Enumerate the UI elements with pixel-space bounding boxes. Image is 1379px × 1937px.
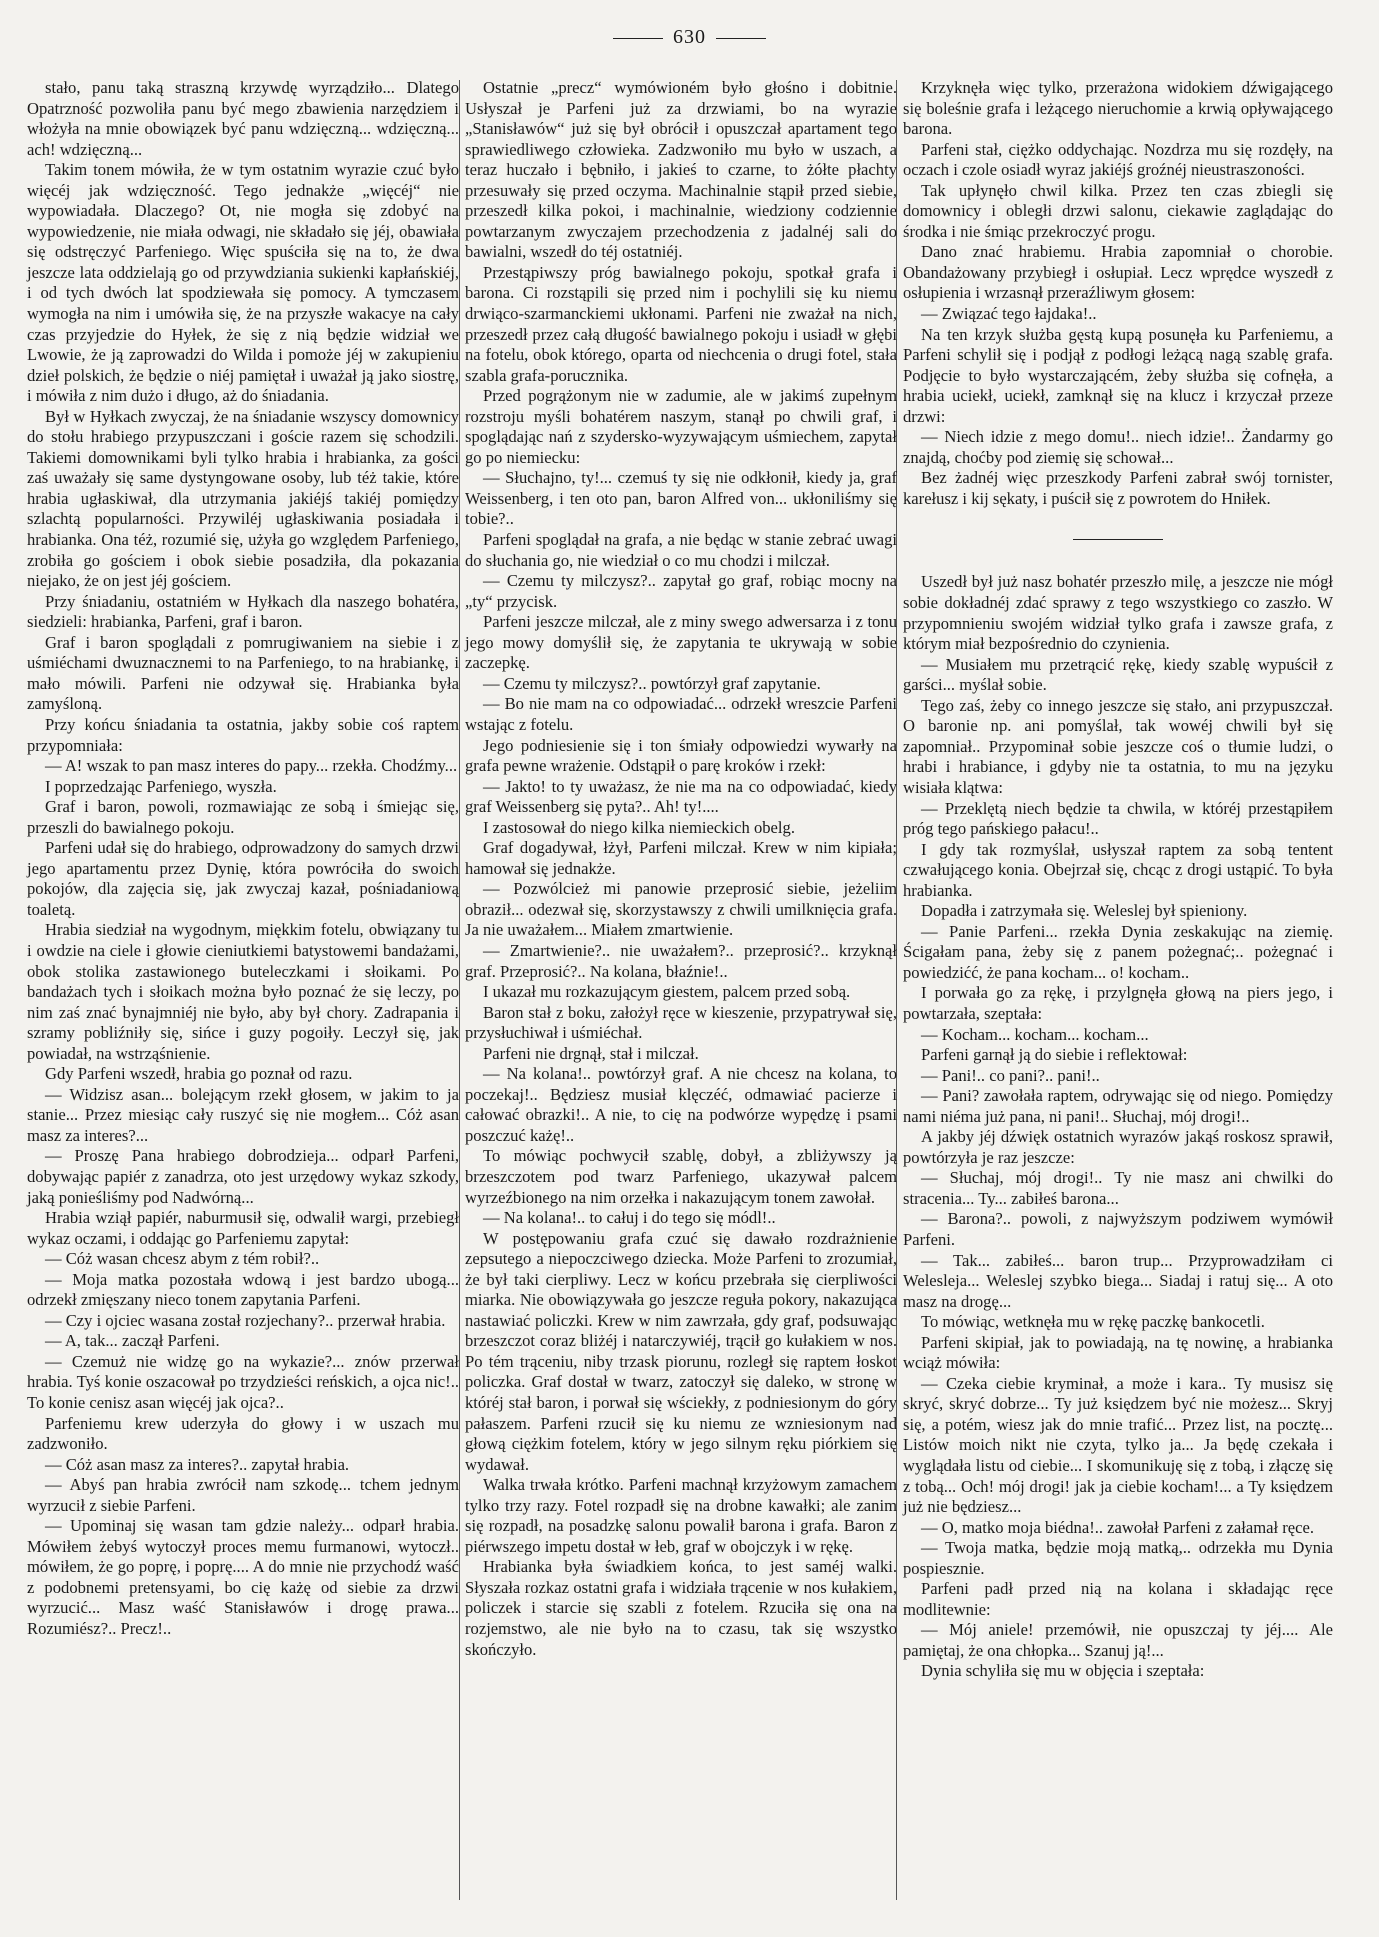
paragraph: Na ten krzyk służba gęstą kupą posunęła ku Parfeniemu, a Parfeni schylił się i podjął z podłogi leżącą nagą szablę grafa. Podjęcie to było wystarczającém, żeby służba się cofnęła, a hrabia uciekł, uciekł, zamknął się na klucz i krzyczał przeze drzwi:	[903, 324, 1333, 426]
paragraph: — Panie Parfeni... rzekła Dynia zeskakując na ziemię. Ścigałam pana, żeby się z panem pożegnać;.. pożegnać i powiedzićć, że pana kocham... o! kocham..	[903, 921, 1333, 982]
paragraph: Tak upłynęło chwil kilka. Przez ten czas zbiegli się domownicy i obległi drzwi salonu, ciekawie zaglądając do środka i nie śmiąc przekroczyć progu.	[903, 180, 1333, 241]
paragraph: — Na kolana!.. to całuj i do tego się módl!..	[483, 1208, 776, 1228]
paragraph: — A, tak... zaczął Parfeni.	[45, 1331, 220, 1351]
paragraph: — Czy i ojciec wasana został rozjechany?.. przerwał hrabia.	[45, 1310, 446, 1330]
paragraph: — Upominaj się wasan tam gdzie należy... odparł hrabia. Mówiłem żebyś wytoczył proces memu furmanowi, wytoczł.. mówiłem, że go poprę, i poprę.... A do mnie nie przychodź waść z podobnemi pretensyami, bo cię każę od siebie za drzwi wyrzucić... Masz waść Stanisławów i drogę prawa... Rozumiész?.. Precz!..	[27, 1516, 459, 1639]
paragraph: Parfeni nie drgnął, stał i milczał.	[483, 1043, 699, 1063]
paragraph: Parfeni skipiał, jak to powiadają, na tę nowinę, a hrabianka wciąż mówiła:	[903, 1332, 1333, 1373]
section-divider	[1073, 539, 1163, 540]
paragraph: — Bo nie mam na co odpowiadać... odrzekł wreszcie Parfeni wstając z fotelu.	[465, 694, 897, 734]
paragraph: Był w Hyłkach zwyczaj, że na śniadanie wszyscy domownicy do stołu hrabiego przypuszczani i goście razem się schodzili. Takiemi domownikami byli tylko hrabia i hrabianka, za gości zaś uważały się same dystyngowane osoby, lub téż takie, które hrabia ugłaskiwał, dla utrzymania jakiéjś takiéj pomiędzy szlachtą popularności. Przywiléj ugłaskiwania posiadała i hrabianka. Ona téż, rozumié się, użyła go względem Parfeniego, zrobiła go gościem i obok siebie posadziła, dla pokazania niejako, że on jest jéj gościem.	[27, 406, 459, 591]
paragraph: Graf dogadywał, łżył, Parfeni milczał. Krew w nim kipiała; hamował się jednakże.	[465, 838, 897, 878]
paragraph: — Niech idzie z mego domu!.. niech idzie!.. Żandarmy go znajdą, choćby pod ziemię się schował...	[903, 427, 1333, 467]
paragraph: Hrabia wziął papiér, naburmusił się, odwalił wargi, przebiegł wykaz oczami, i oddając go Parfeniemu zapytał:	[27, 1208, 459, 1248]
paragraph: Jego podniesienie się i ton śmiały odpowiedzi wywarły na grafa pewne wrażenie. Odstąpił o parę kroków i rzekł:	[465, 735, 897, 776]
paragraph: — Słuchaj, mój drogi!.. Ty nie masz ani chwilki do stracenia... Ty... zabiłeś barona...	[903, 1168, 1333, 1208]
paragraph: I gdy tak rozmyślał, usłyszał raptem za sobą tentent czwałującego konia. Obejrzał się, chcąc z drogi ustąpić. To była hrabianka.	[903, 839, 1333, 900]
paragraph: — Czeka ciebie kryminał, a może i kara.. Ty musisz się skryć, skryć dobrze... Ty już księdzem być nie możesz... Skryj się, a potém, wiesz jak do mnie trafić... Przez list, na pocztę... Listów moich nikt nie czyta, tylko ja... Ja będę czekała i wyglądała listu od ciebie... I skomunikuję się z tobą, i złączę się z tobą... Och! mój drogi! jak ja ciebie kocham!... a Ty księdzem już nie będziesz...	[903, 1373, 1333, 1517]
paragraph: — Cóż asan masz za interes?.. zapytał hrabia.	[45, 1454, 350, 1474]
text-column-1	[27, 78, 459, 1640]
paragraph: — Pozwólcież mi panowie przeprosić siebie, jeżeliim obraził... odezwał się, skorzystawszy z chwili umilknięcia grafa. Ja nie uważałem... Miałem zmartwienie.	[465, 879, 897, 940]
paragraph: — Twoja matka, będzie moją matką,.. odrzekła mu Dynia pospiesznie.	[903, 1538, 1333, 1578]
paragraph: — Związać tego łajdaka!..	[921, 304, 1097, 324]
paragraph: Parfeni padł przed nią na kolana i składając ręce modlitewnie:	[903, 1579, 1333, 1619]
paragraph: I ukazał mu rozkazującym giestem, palcem przed sobą.	[483, 982, 851, 1002]
paragraph: — Barona?.. powoli, z najwyższym podziwem wymówił Parfeni.	[903, 1209, 1333, 1249]
paragraph: To mówiąc, wetknęła mu w rękę paczkę bankocetli.	[921, 1312, 1265, 1332]
paragraph: A jakby jéj dźwięk ostatnich wyrazów jakąś roskosz sprawił, powtórzyła je raz jeszcze:	[903, 1127, 1333, 1167]
paragraph: Bez żadnéj więc przeszkody Parfeni zabrał swój tornister, karełusz i kij sękaty, i puścił się z powrotem do Hniłek.	[903, 468, 1333, 508]
paragraph: I zastosował do niego kilka niemieckich obelg.	[483, 817, 795, 837]
column-3-part-2	[903, 572, 1333, 1682]
paragraph: Dano znać hrabiemu. Hrabia zapomniał o chorobie. Obandażowany przybiegł i osłupiał. Lecz wprędce wyszedł z osłupienia i wrzasnął przeraźliwym głosem:	[903, 242, 1333, 303]
paragraph: Parfeni jeszcze milczał, ale z miny swego adwersarza i z tonu jego mowy domyślił się, że zapytania te ukrywają w sobie zaczepkę.	[465, 612, 897, 673]
paragraph: — Zmartwienie?.. nie uważałem?.. przeprosić?.. krzyknął graf. Przeprosić?.. Na kolana, błaźnie!..	[465, 940, 897, 981]
paragraph: stało, panu taką straszną krzywdę wyrządziło... Dlatego Opatrzność pozwoliła panu być mego zbawienia narzędziem i włożyła na mnie obowiązek być panu wdzięczną... wdzięczną... ach! wdzięczną...	[27, 78, 459, 159]
page-number-text: 630	[673, 26, 706, 48]
paragraph: W postępowaniu grafa czuć się dawało rozdrażnienie zepsutego a niepoczciwego dziecka. Może Parfeni to zrozumiał, że był taki cierpliwy. Lecz w końcu przebrała się cierpliwości miarka. Nie obowiązywała go jeszcze reguła pokory, nakazująca nastawiać policzki. Krew w nim zawrzała, gdy graf, podsuwając brzeszczot coraz bliżéj i natarczywiéj, trącił go kułakiem w nos. Po tém trąceniu, niby trzask piorunu, rozległ się raptem łoskot policzka. Graf dostał w twarz, zatoczył się daleko, w stronę w któréj stał baron, i porwał się wściekły, z podniesionym do góry pałaszem. Parfeni rzucił się ku niemu ze wzniesionym nad głową ciężkim fotelem, który w jego silnym ręku piórkiem się wydawał.	[465, 1228, 897, 1474]
page-number-dash-left	[613, 38, 663, 39]
paragraph: Graf i baron, powoli, rozmawiając ze sobą i śmiejąc się, przeszli do bawialnego pokoju.	[27, 797, 459, 837]
paragraph: Walka trwała krótko. Parfeni machnął krzyżowym zamachem tylko trzy razy. Fotel rozpadł się na drobne kawałki; ale zanim się rozpadł, na posadzkę salonu powalił barona i grafa. Baron z piérwszego impetu dostał w łeb, graf w obojczyk i w rękę.	[465, 1475, 897, 1556]
paragraph: I porwała go za rękę, i przylgnęła głową na piers jego, i powtarzała, szeptała:	[903, 983, 1333, 1023]
paragraph: Parfeni spoglądał na grafa, a nie będąc w stanie zebrać uwagi do słuchania go, nie wiedział o co mu chodzi i milczał.	[465, 530, 897, 570]
paragraph: Uszedł był już nasz bohatér przeszło milę, a jeszcze nie mógł sobie dokładnéj zdać sprawy z tego wszystkiego co zaszło. W przypomnieniu swojém widział tylko grafa i zawsze grafa, z którym miał bezpośrednio do czynienia.	[903, 572, 1333, 654]
text-column-2	[465, 78, 897, 1660]
paragraph: — Słuchajno, ty!... czemuś ty się nie odkłonił, kiedy ja, graf Weissenberg, i ten oto pan, baron Alfred von... ukłoniliśmy się tobie?..	[465, 468, 897, 529]
paragraph: — Musiałem mu przetrącić rękę, kiedy szablę wypuścił z garści... myślał sobie.	[903, 654, 1333, 695]
paragraph: Dopadła i zatrzymała się. Weleslej był spieniony.	[921, 901, 1248, 921]
paragraph: — Pani? zawołała raptem, odrywając się od niego. Pomiędzy nami niéma już pana, ni pani!.. Słuchaj, mój drogi!..	[903, 1086, 1333, 1126]
text-column-3	[903, 78, 1333, 1682]
paragraph: — Czemu ty milczysz?.. powtórzył graf zapytanie.	[483, 673, 821, 693]
paragraph: Przy końcu śniadania ta ostatnia, jakby sobie coś raptem przypomniała:	[27, 714, 459, 755]
paragraph: — Kocham... kocham... kocham...	[921, 1024, 1149, 1044]
paragraph: Graf i baron spoglądali z pomrugiwaniem na siebie i z uśmiéchami dwuznacznemi to na Parfeniego, to na hrabiankę, i mało mówili. Parfeni nie odzywał się. Hrabianka była zamyśloną.	[27, 632, 459, 714]
paragraph: — Czemuż nie widzę go na wykazie?... znów przerwał hrabia. Tyś konie oszacował po trzydzieści reńskich, a ojca nic!.. To konie cenisz asan więcéj jak ojca?..	[27, 1351, 459, 1412]
paragraph: Parfeni stał, ciężko oddychając. Nozdrza mu się rozdęły, na oczach i czole osiadł wyraz jakiéjś groźnéj nieustraszoności.	[903, 139, 1333, 180]
paragraph: Tego zaś, żeby co innego jeszcze się stało, ani przypuszczał. O baronie np. ani pomyślał, tak wowéj chwili był się zapomniał.. Przypominał sobie jeszcze coś o tłumie ludzi, o hrabi i hrabiance, i gdyby nie ta ostatnia, to mu na języku wisiała klątwa:	[903, 695, 1333, 797]
paragraph: To mówiąc pochwycił szablę, dobył, a zbliżywszy ją brzeszczotem pod twarz Parfeniego, ukazywał palcem wyrzeźbionego na nim orzełka i nakazującym tonem zawołał.	[465, 1146, 897, 1207]
paragraph: — Przeklętą niech będzie ta chwila, w któréj przestąpiłem próg tego pańskiego pałacu!..	[903, 798, 1333, 839]
paragraph: Przy śniadaniu, ostatniém w Hyłkach dla naszego bohatéra, siedzieli: hrabianka, Parfeni, graf i baron.	[27, 591, 459, 632]
page-number-dash-right	[716, 38, 766, 39]
paragraph: Dynia schyliła się mu w objęcia i szeptała:	[921, 1661, 1205, 1681]
paragraph: Hrabianka była świadkiem końca, to jest saméj walki. Słyszała rozkaz ostatni grafa i widziała trącenie w nos kułakiem, policzek i starcie się szabli z fotelem. Rzuciła się ona na rozjemstwo, ale nie było na to czasu, tak się wszystko skończyło.	[465, 1557, 897, 1659]
paragraph: — O, matko moja biédna!.. zawołał Parfeni z załamał ręce.	[921, 1517, 1315, 1537]
paragraph: — Na kolana!.. powtórzył graf. A nie chcesz na kolana, to poczekaj!.. Będziesz musiał klęczéć, odmawiać pacierze i całować obrazki!.. A nie, to cię na podwórze wypędzę i psami poszczuć każę!..	[465, 1064, 897, 1145]
paragraph: Przestąpiwszy próg bawialnego pokoju, spotkał grafa i barona. Ci rozstąpili się przed nim i pochylili się ku niemu drwiąco-szarmanckiemi ukłonami. Parfeni nie zważał na nich, przeszedł przez całą długość bawialnego pokoju i usiadł w głębi na fotelu, obok którego, oparta od niechcenia o drugi fotel, stała szabla grafa-porucznika.	[465, 262, 897, 385]
paragraph: Parfeni udał się do hrabiego, odprowadzony do samych drzwi jego apartamentu przez Dynię, która powróciła do swoich pokojów, dla zajęcia się, jak zwyczaj kazał, pośniadaniową toaletą.	[27, 838, 459, 919]
paragraph: Baron stał z boku, założył ręce w kieszenie, przypatrywał się, przysłuchiwał i uśmiéchał.	[465, 1002, 897, 1043]
paragraph: — Pani!.. co pani?.. pani!..	[921, 1065, 1100, 1085]
paragraph: — Cóż wasan chcesz abym z tém robił?..	[45, 1249, 320, 1269]
paragraph: — Czemu ty milczysz?.. zapytał go graf, robiąc mocny na „ty“ przycisk.	[465, 571, 897, 611]
paragraph: Krzyknęła więc tylko, przerażona widokiem dźwigającego się boleśnie grafa i leżącego nieruchomie a krwią opływającego barona.	[903, 78, 1333, 139]
column-3-part-1	[903, 78, 1333, 509]
paragraph: Gdy Parfeni wszedł, hrabia go poznał od razu.	[45, 1064, 353, 1084]
paragraph: — A! wszak to pan masz interes do papy... rzekła. Chodźmy...	[45, 756, 458, 776]
paragraph: — Tak... zabiłeś... baron trup... Przyprowadziłam ci Welesleja... Weleslej szybko biega... Siadaj i ratuj się... A oto masz na drogę...	[903, 1250, 1333, 1311]
paragraph: — Moja matka pozostała wdową i jest bardzo ubogą... odrzekł zmięszany nieco tonem zapytania Parfeni.	[27, 1269, 459, 1310]
paragraph: — Widzisz asan... bolejącym rzekł głosem, w jakim to ja stanie... Przez miesiąc cały ruszyć się nie mogłem... Cóż asan masz za interes?...	[27, 1084, 459, 1145]
paragraph: — Mój aniele! przemówił, nie opuszczaj ty jéj.... Ale pamiętaj, że ona chłopka... Szanuj ją!...	[903, 1620, 1333, 1660]
column-rule	[459, 80, 460, 1900]
page-number	[0, 26, 1379, 49]
paragraph: I poprzedzając Parfeniego, wyszła.	[45, 776, 277, 796]
paragraph: — Jakto! to ty uważasz, że nie ma na co odpowiadać, kiedy graf Weissenberg się pyta?.. Ah! ty!....	[465, 776, 897, 817]
paragraph: Takim tonem mówiła, że w tym ostatnim wyrazie czuć było więcéj jak wdzięczność. Tego jednakże „więcéj“ nie wypowiadała. Dlaczego? Ot, nie mogła się zdobyć na wypowiedzenie, nie miała odwagi, nie składało się jéj, obawiała się odstręczyć Parfeniego. Więc spuściła się na to, że dwa jeszcze lata oddzielają go od przywdziania sukienki kapłańskiéj, i od tych dwóch lat spodziewała się pomocy. A tymczasem wymogła na nim i umówiła się, że na przyszłe wakacye na cały czas przyjedzie do Hyłek, że się z nią będzie widział we Lwowie, że ją zaprowadzi do Wilda i pomoże jéj w zakupieniu dzieł polskich, że będzie o niéj pamiętał i uważał ją jako siostrę, i mówiła z nim dużo i długo, aż do śniadania.	[27, 160, 459, 406]
paragraph: — Abyś pan hrabia zwrócił nam szkodę... tchem jednym wyrzucił z siebie Parfeni.	[27, 1475, 459, 1515]
paragraph: — Proszę Pana hrabiego dobrodzieja... odparł Parfeni, dobywając papiér z zanadrza, oto jest urzędowy wykaz szkody, jaką ponieśliśmy pod Nadwórną...	[27, 1146, 459, 1207]
paragraph: Ostatnie „precz“ wymówioném było głośno i dobitnie. Usłyszał je Parfeni już za drzwiami, bo na wyrazie „Stanisławów“ już się był obrócił i opuszczał apartament tego sprawiedliwego człowieka. Zadzwoniło mu było w uszach, a teraz huczało i bębniło, i jakieś to czarne, to żółte płachty przesuwały się przed oczyma. Machinalnie stąpił przed siebie, przeszedł kilka pokoi, i machinalnie, wiedziony codziennie powtarzanym zwyczajem przechodzenia z jadalnéj sali do bawialni, wszedł do téj ostatniéj.	[465, 78, 897, 262]
paragraph: Parfeni garnął ją do siebie i reflektował:	[921, 1045, 1188, 1065]
paragraph: Hrabia siedział na wygodnym, miękkim fotelu, obwiązany tu i owdzie na ciele i głowie cieniutkiemi batystowemi bandażami, obok stolika zastawionego buteleczkami i słoikami. Po bandażach tych i słoikach można było poznać że się leczy, po nim zaś znać bynajmniéj nie było, aby był chory. Zadrapania i szramy pobliźniły się, sińce i guzy pogoiły. Leczył się, jak powiadał, na wstrząśnienie.	[27, 920, 459, 1063]
paragraph: Parfeniemu krew uderzyła do głowy i w uszach mu zadzwoniło.	[27, 1413, 459, 1454]
paragraph: Przed pogrążonym nie w zadumie, ale w jakimś zupełnym rozstroju myśli bohatérem naszym, stanął po chwili graf, i spoglądając nań z szydersko-wyzywającym uśmiechem, zapytał go po niemiecku:	[465, 386, 897, 467]
